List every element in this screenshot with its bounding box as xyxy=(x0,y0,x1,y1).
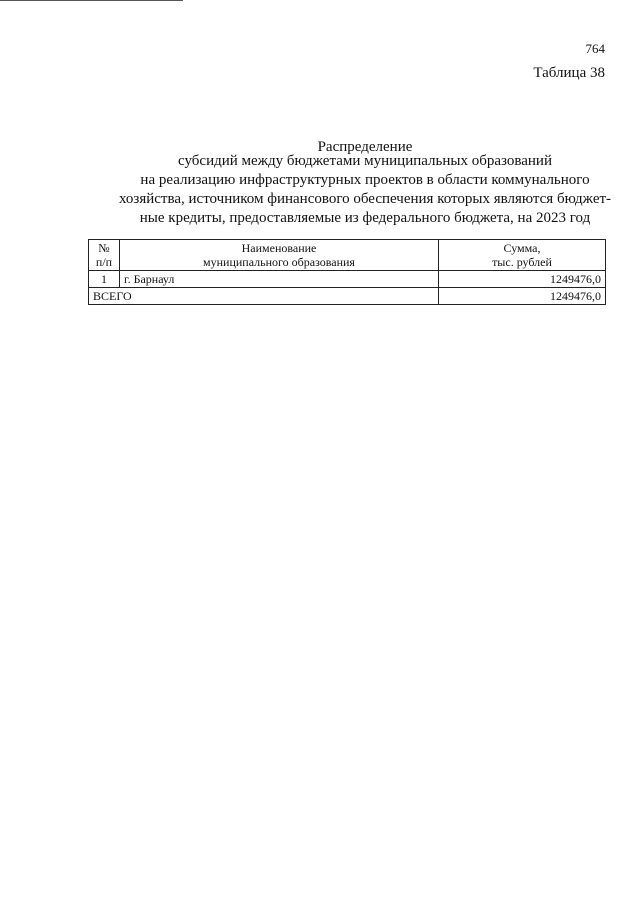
row-number: 1 xyxy=(89,271,120,288)
distribution-table xyxy=(88,239,606,305)
document-title: Распределение xyxy=(317,139,413,155)
table-row xyxy=(89,271,606,288)
top-divider xyxy=(0,0,183,1)
header-sum-line2: тыс. рублей xyxy=(492,255,552,269)
subtitle-line: ные кредиты, предоставляемые из федерального бюджета, на 2023 год xyxy=(139,210,591,226)
subtitle-line: субсидий между бюджетами муниципальных образований xyxy=(178,153,552,169)
subtitle-line: хозяйства, источником финансового обеспечения которых являются бюджет- xyxy=(118,191,612,207)
header-number-line1: № xyxy=(98,241,110,255)
header-sum xyxy=(439,240,606,271)
table-header-row xyxy=(89,240,606,271)
table-label: Таблица 38 xyxy=(533,65,605,81)
table-total-row xyxy=(89,288,606,305)
total-label: ВСЕГО xyxy=(89,288,439,305)
header-number-line2: п/п xyxy=(95,255,113,269)
page-number: 764 xyxy=(585,41,605,56)
document-subtitle xyxy=(60,152,639,228)
header-municipality-line2: муниципального образования xyxy=(203,255,355,269)
subtitle-line: на реализацию инфраструктурных проектов в области коммунального xyxy=(140,172,590,188)
header-municipality xyxy=(120,240,439,271)
header-number xyxy=(89,240,120,271)
header-sum-line1: Сумма, xyxy=(503,241,541,255)
header-municipality-line1: Наименование xyxy=(241,241,317,255)
total-sum: 1249476,0 xyxy=(439,288,606,305)
row-municipality: г. Барнаул xyxy=(120,271,439,288)
row-sum: 1249476,0 xyxy=(439,271,606,288)
